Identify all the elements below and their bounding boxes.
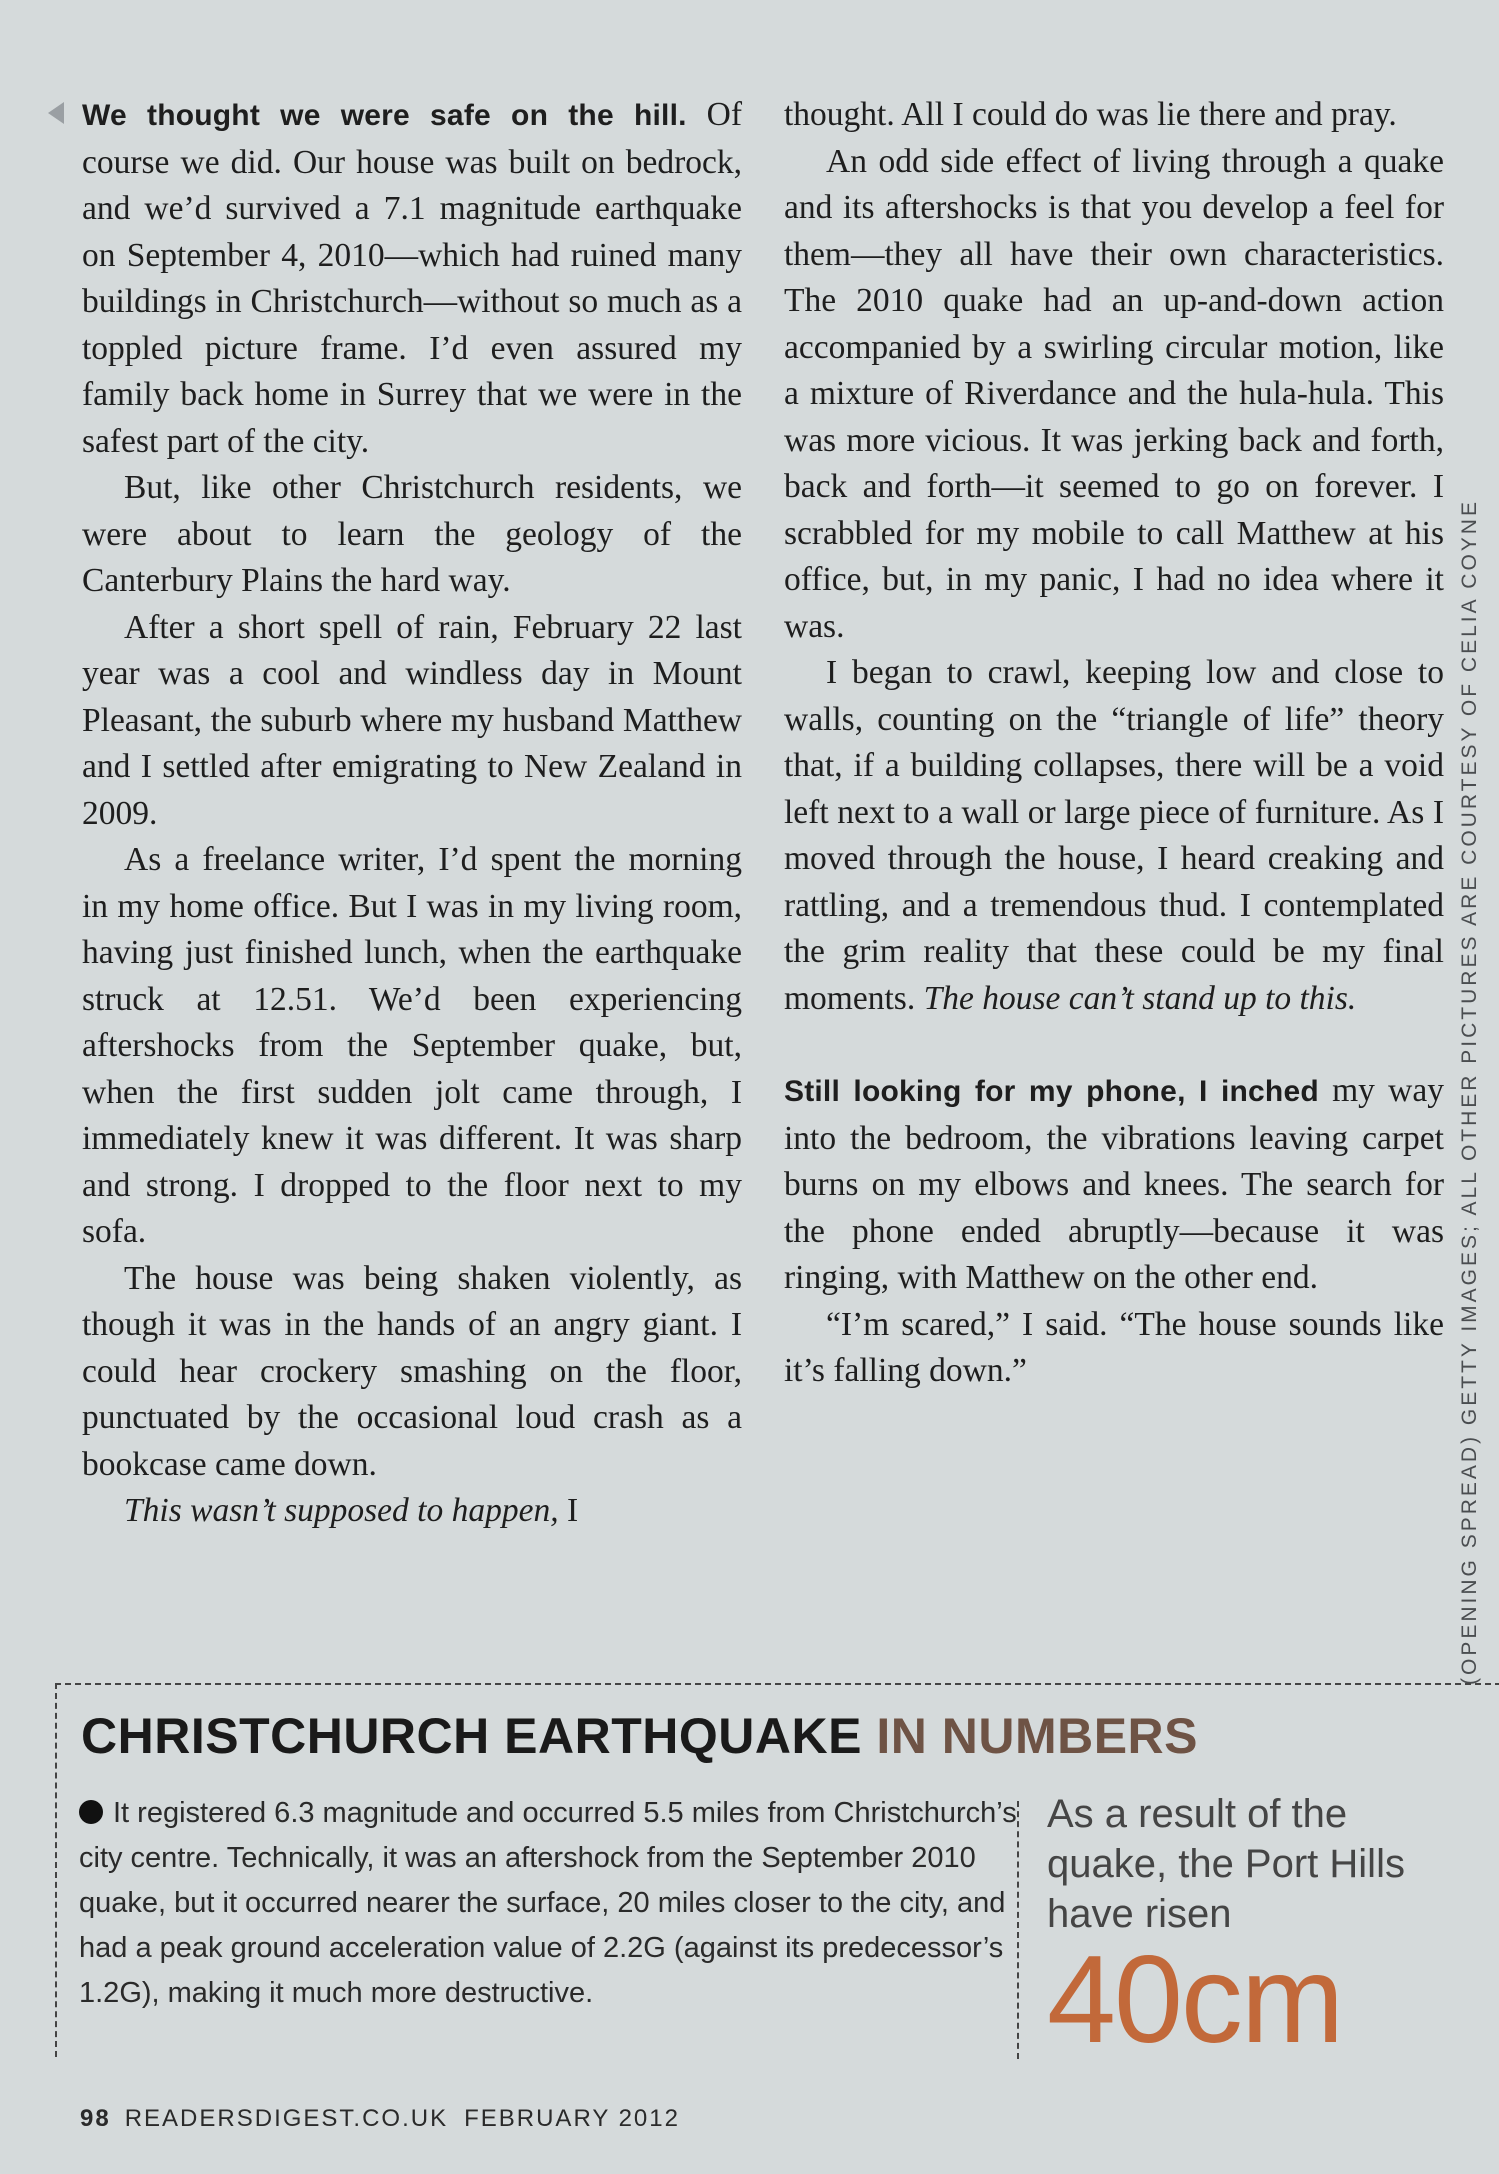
dashed-divider: [1017, 1801, 1019, 2059]
paragraph: [82, 92, 742, 465]
continuation-arrow-icon: [48, 102, 64, 124]
paragraph: [784, 1068, 1444, 1302]
paragraph-text: I began to crawl, keeping low and close to walls, counting on the “triangle of life” theory that, if a building collapses, there will be a void left next to a wall or large piece of furniture. As I moved through the house, I heard creaking and rattling, and a tremendous thud. I contemplated the grim reality that these could be my final moments.: [784, 654, 1444, 1017]
paragraph: The house was being shaken violently, as though it was in the hands of an angry giant. I could hear crockery smashing on the floor, punctuated by the occasional loud crash as a bookcase came down.: [82, 1259, 742, 1483]
footer-date: FEBRUARY 2012: [464, 2105, 680, 2132]
paragraph: After a short spell of rain, February 22 last year was a cool and windless day in Mount Pleasant, the suburb where my husband Matthew and I settled after emigrating to New Zealand in 2009.: [82, 608, 742, 832]
page-footer: [80, 2105, 680, 2133]
italic-thought: This wasn’t supposed to happen,: [124, 1492, 559, 1529]
paragraph: An odd side effect of living through a quake and its aftershocks is that you develop a feel for them—they all have their own characteristics. The 2010 quake had an up-and-down action accompanied by a swirling circular motion, like a mixture of Riverdance and the hula-hula. This was more vicious. It was jerking back and forth, back and forth—it seemed to go on forever. I scrabbled for my mobile to call Matthew at his office, but, in my panic, I had no idea where it was.: [784, 142, 1444, 645]
stat-value: 40cm: [1047, 1931, 1343, 2069]
box-title: [81, 1707, 1198, 1765]
fact-text: [79, 1791, 1029, 2016]
paragraph-text: I: [558, 1492, 579, 1529]
paragraph: As a freelance writer, I’d spent the morning in my home office. But I was in my living room, having just finished lunch, when the earthquake struck at 12.51. We’d been experiencing aftershocks from the September quake, but, when the first sudden jolt came through, I immediately knew it was different. It was sharp and strong. I dropped to the floor next to my sofa.: [82, 841, 742, 1250]
paragraph-text: Of course we did. Our house was built on bedrock, and we’d survived a 7.1 magnitude earthquake on September 4, 2010—which had ruined many buildings in Christchurch—without so much as a toppled picture frame. I’d even assured my family back home in Surrey that we were in the safest part of the city.: [82, 96, 742, 460]
page-number: 98: [80, 2105, 111, 2132]
paragraph: thought. All I could do was lie there and pray.: [784, 96, 1397, 133]
photo-credit: (OPENING SPREAD) GETTY IMAGES; ALL OTHER PICTURES ARE COURTESY OF CELIA COYNE: [1458, 499, 1481, 1685]
paragraph: [82, 1488, 742, 1535]
article-column-left: [82, 92, 742, 1535]
paragraph: “I’m scared,” I said. “The house sounds like it’s falling down.”: [784, 1305, 1444, 1389]
bullet-icon: [79, 1800, 103, 1824]
paragraph: But, like other Christchurch residents, we were about to learn the geology of the Canterbury Plains the hard way.: [82, 469, 742, 599]
footer-site: READERSDIGEST.CO.UK: [124, 2105, 449, 2132]
run-in-heading: We thought we were safe on the hill.: [82, 99, 687, 132]
stat-caption: As a result of the quake, the Port Hills have risen: [1047, 1792, 1405, 1936]
paragraph: [784, 650, 1444, 1022]
paragraph-text: my way into the bedroom, the vibrations leaving carpet burns on my elbows and knees. The search for the phone ended abruptly—because it was ringing, with Matthew on the other end.: [784, 1072, 1444, 1296]
article-column-right: [784, 92, 1444, 1395]
italic-thought: The house can’t stand up to this.: [923, 979, 1357, 1017]
numbers-box: [55, 1683, 1499, 2069]
box-title-accent: IN NUMBERS: [876, 1708, 1199, 1764]
box-title-main: CHRISTCHURCH EARTHQUAKE: [81, 1708, 862, 1764]
run-in-heading: Still looking for my phone, I inched: [784, 1075, 1319, 1108]
fact-body: It registered 6.3 magnitude and occurred 5.5 miles from Christchurch’s city centre. Technically, it was an aftershock from the September 2010 quake, but it occurred nearer the surface, 20 miles closer to the city, and had a peak ground acceleration value of 2.2G (against its predecessor’s 1.2G), making it much more destructive.: [79, 1797, 1017, 2009]
